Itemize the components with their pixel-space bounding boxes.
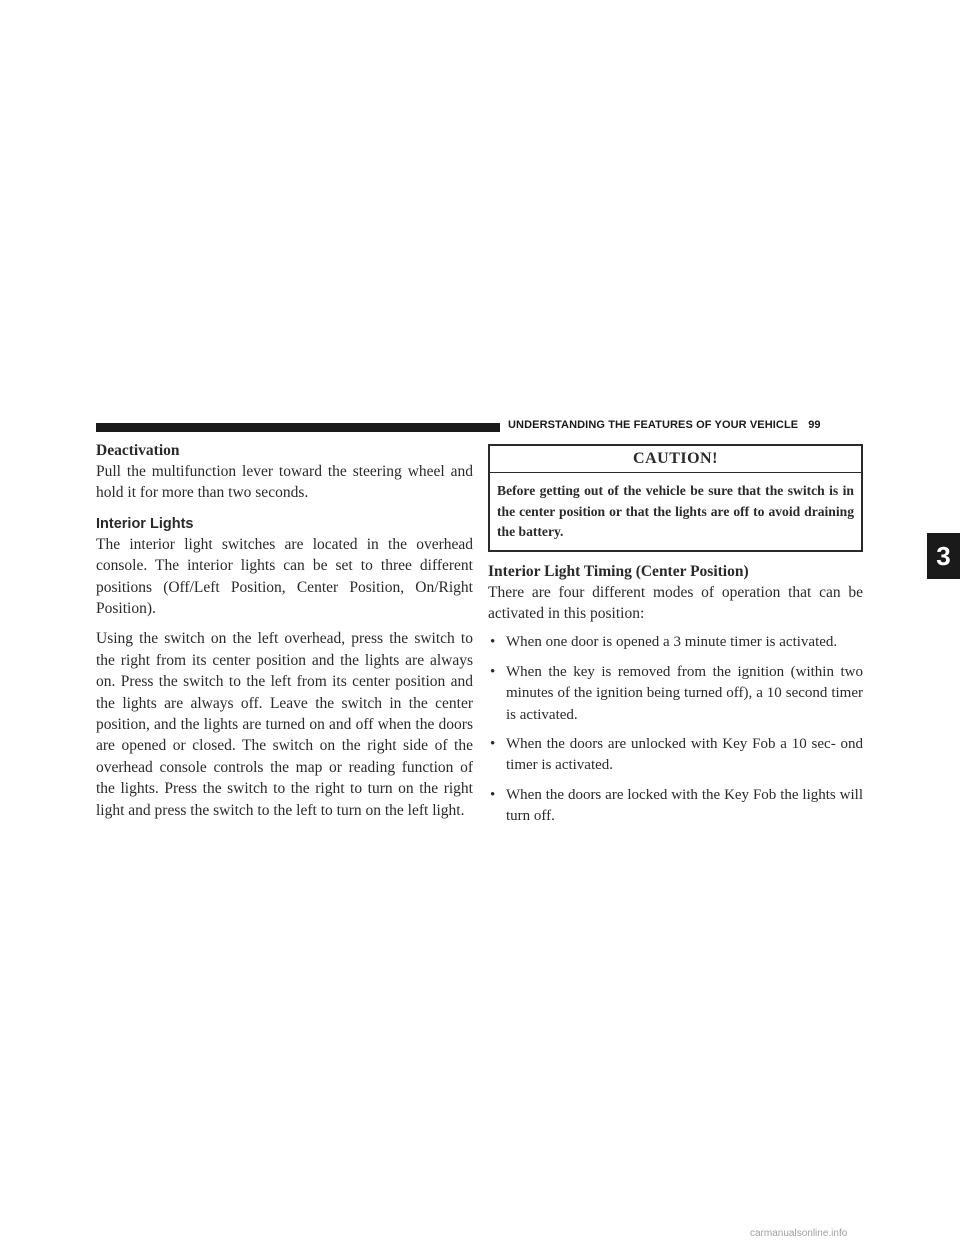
list-item: • When the doors are unlocked with Key Fob a 10 sec- ond timer is activated. (490, 735, 863, 774)
deactivation-text: Pull the multifunction lever toward the steering wheel and hold it for more than two seconds. (96, 463, 473, 502)
bullet-icon: • (490, 786, 496, 803)
light-timing-heading: Interior Light Timing (Center Position) (488, 562, 749, 580)
running-header (508, 419, 821, 431)
light-timing-intro: There are four different modes of operation that can be activated in this position: (488, 583, 863, 622)
caution-text: Before getting out of the vehicle be sure that the switch is in the center position or that the lights are off to avoid draining the battery. (497, 483, 854, 539)
watermark: carmanualsonline.info (750, 1228, 848, 1239)
interior-lights-paragraph-1: The interior light switches are located in the overhead console. The interior lights can be set to three different positions (Off/Left Position, Center Position, On/Right Position). (96, 535, 473, 618)
interior-lights-paragraph-2: Using the switch on the left overhead, press the switch to the right from its center position and the lights are always on. Press the switch to the left from its center position and the lights are always off. Leave the switch in the center position, and the lights are turned on and off when the doors are opened or closed. The switch on the right side of the overhead console controls the map or reading function of the lights. Press the switch to the right to turn on the right light and press the switch to the left to turn on the left light. (96, 630, 473, 819)
list-item: • When one door is opened a 3 minute timer is activated. (488, 632, 863, 653)
right-column (488, 444, 863, 836)
header-rule (96, 423, 500, 432)
list-item: • When the key is removed from the ignition (within two minutes of the ignition being turned off), a 10 second timer is activated. (490, 663, 863, 723)
chapter-tab: 3 (927, 533, 960, 579)
list-item: • When the doors are locked with the Key Fob the lights will turn off. (490, 786, 863, 825)
caution-box (488, 444, 863, 552)
light-timing-section (488, 561, 863, 828)
header-title: UNDERSTANDING THE FEATURES OF YOUR VEHICLE (508, 419, 799, 431)
bullet-icon: • (490, 634, 496, 651)
timing-modes-list (488, 632, 863, 827)
caution-title: CAUTION! (490, 446, 861, 473)
bullet-icon: • (490, 663, 496, 680)
bullet-icon: • (490, 735, 496, 752)
page-number: 99 (808, 419, 821, 431)
deactivation-heading: Deactivation (96, 442, 180, 459)
interior-lights-heading: Interior Lights (96, 515, 194, 532)
left-column (96, 440, 473, 821)
